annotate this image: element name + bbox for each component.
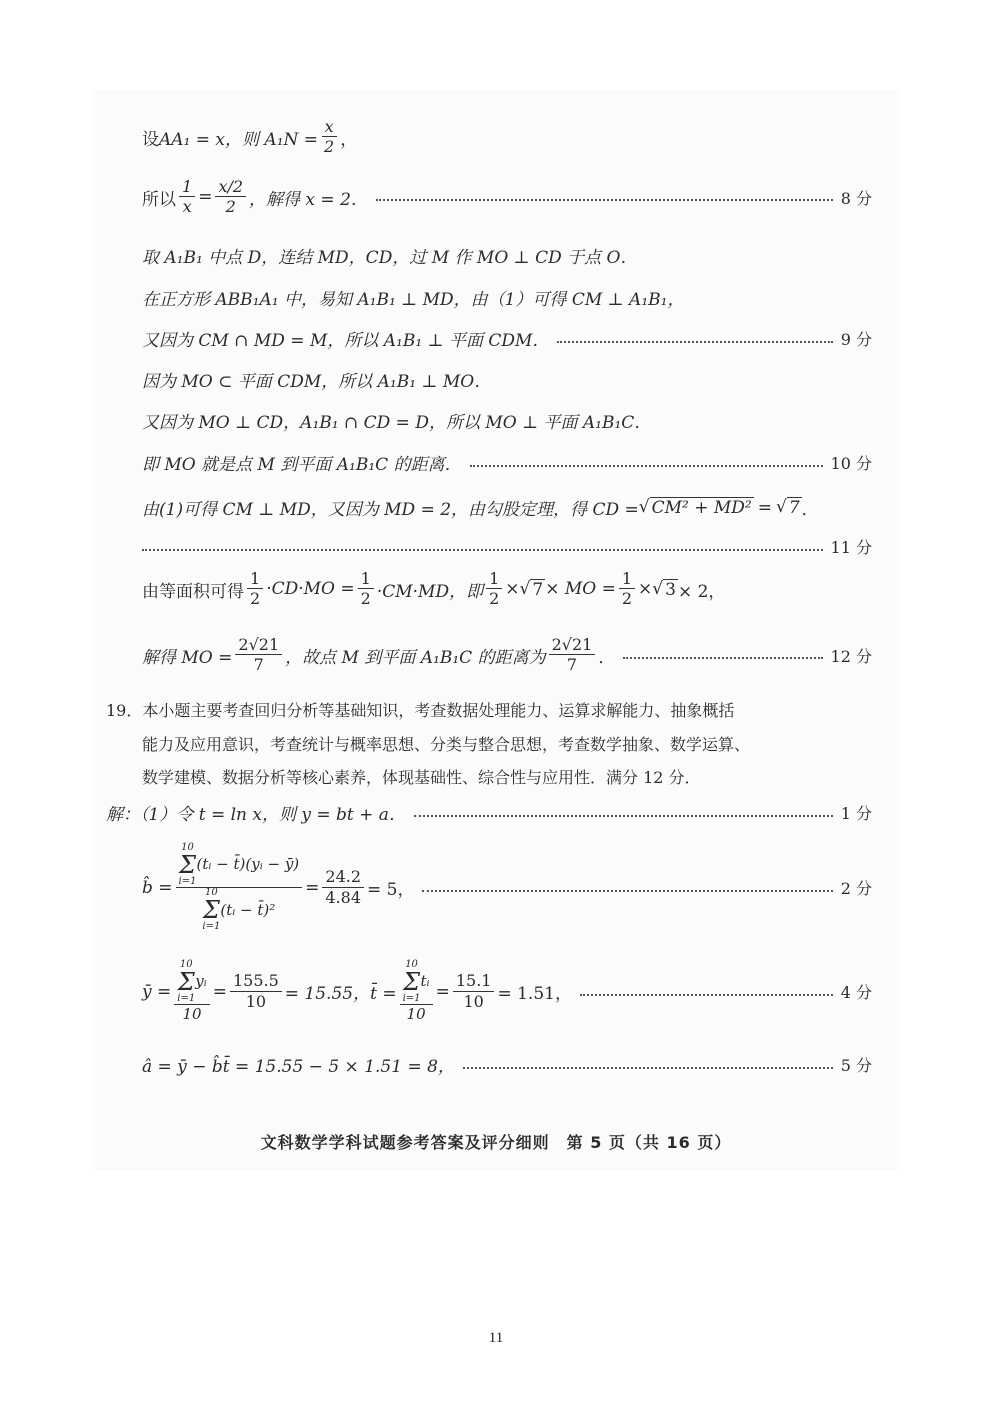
dot-leader (376, 199, 833, 201)
fraction-1-over-x: $\frac{1}{x}$ (179, 178, 195, 217)
line-mo-result: 解得 MO = $\frac{2√21}{7}$ ，故点 M 到平面 A₁B₁C 的距离为 $\frac{2√21}{7}$ ． 12 分 (142, 635, 872, 675)
line-solve-x: 所以 $\frac{1}{x}$ = $\frac{x/2}{2}$ ，解得 x = 2． 8 分 (142, 177, 872, 217)
regression-fraction: 10 Σ i=1 (tᵢ − t̄)(yᵢ − ȳ) 10 Σ i=1 (tᵢ − t̄)² (176, 843, 303, 932)
fraction-x-over-2: $\frac{x}{2}$ (321, 118, 337, 157)
score-label: 2 分 (840, 879, 872, 898)
line-means: ȳ = 10 Σ i=1 yᵢ 10 = $\frac{155.5}{10}$ = 15.55，t̄ = 10 Σ i=1 tᵢ 10 = $\frac{15.1}{10}$ = 1.51， 4 分 (142, 959, 872, 1023)
question-19-intro: 19．本小题主要考查回归分析等基础知识，考查数据处理能力、运算求解能力、抽象概括 (106, 701, 735, 720)
score-label: 4 分 (840, 983, 872, 1002)
score-label: 10 分 (830, 454, 872, 473)
score-label: 1 分 (840, 804, 872, 823)
line-perp-plane: 又因为 CM ∩ MD = M，所以 A₁B₁ ⊥ 平面 CDM． 9 分 (142, 326, 872, 351)
dot-leader (142, 549, 823, 551)
score-label: 12 分 (830, 646, 872, 666)
line-equal-area: 由等面积可得 $\frac{1}{2}$ ·CD·MO = $\frac{1}{2}$ ·CM·MD，即 $\frac{1}{2}$ × √ 7 × MO = $\frac{1}{2}$ × √ 3 × 2， (142, 569, 726, 609)
fraction-x2-over-2: $\frac{x/2}{2}$ (215, 178, 246, 217)
sqrt-7: √ 7 (775, 497, 800, 518)
page-number: 11 (488, 1330, 504, 1346)
dot-leader (463, 1067, 833, 1069)
question-19-intro-3: 数学建模、数据分析等核心素养，体现基础性、综合性与应用性．满分 12 分． (142, 768, 701, 787)
dot-leader (470, 465, 823, 467)
line-b-hat: b̂ = 10 Σ i=1 (tᵢ − t̄)(yᵢ − ȳ) 10 Σ i=1 (tᵢ − t̄)² = $\frac{24.2}{4.84}$ = 5， 2 分 (142, 842, 872, 932)
sqrt-cm-md: √ CM² + MD² (638, 497, 752, 518)
line-mo-perp: 又因为 MO ⊥ CD，A₁B₁ ∩ CD = D，所以 MO ⊥ 平面 A₁B₁C． (142, 413, 652, 433)
dot-leader (557, 341, 832, 343)
question-19-intro-2: 能力及应用意识，考查统计与概率思想、分类与整合思想，考查数学抽象、数学运算、 (142, 735, 751, 754)
dot-leader (580, 994, 833, 996)
line-square: 在正方形 ABB₁A₁ 中，易知 A₁B₁ ⊥ MD，由（1）可得 CM ⊥ A₁B₁， (142, 290, 685, 310)
line-solution-1: 解：（1）令 t = ln x，则 y = bt + a． 1 分 (106, 800, 872, 825)
line-a-hat: â = ȳ − b̂t̄ = 15.55 − 5 × 1.51 = 8， 5 分 (142, 1052, 872, 1077)
line-aa1: 设 AA₁ = x，则 A₁N = $\frac{x}{2}$ ， (142, 117, 358, 157)
line-midpoint-d: 取 A₁B₁ 中点 D，连结 MD，CD，过 M 作 MO ⊥ CD 于点 O． (142, 248, 638, 268)
dot-leader (414, 815, 833, 817)
score-label: 5 分 (840, 1056, 872, 1075)
dot-leader (623, 657, 822, 659)
line-pythagoras: 由(1)可得 CM ⊥ MD，又因为 MD = 2，由勾股定理，得 CD = √ CM² + MD² = √ 7 ． (142, 497, 819, 520)
dot-leader (422, 890, 832, 892)
scan-footer: 文科数学学科试题参考答案及评分细则 第 5 页（共 16 页） (260, 1133, 732, 1152)
line-distance: 即 MO 就是点 M 到平面 A₁B₁C 的距离． 10 分 (142, 450, 872, 475)
score-label: 11 分 (830, 538, 872, 557)
line-score-11 (142, 535, 872, 558)
score-label: 8 分 (840, 188, 872, 208)
score-label: 9 分 (840, 330, 872, 349)
line-mo-in-plane: 因为 MO ⊂ 平面 CDM，所以 A₁B₁ ⊥ MO． (142, 372, 492, 392)
